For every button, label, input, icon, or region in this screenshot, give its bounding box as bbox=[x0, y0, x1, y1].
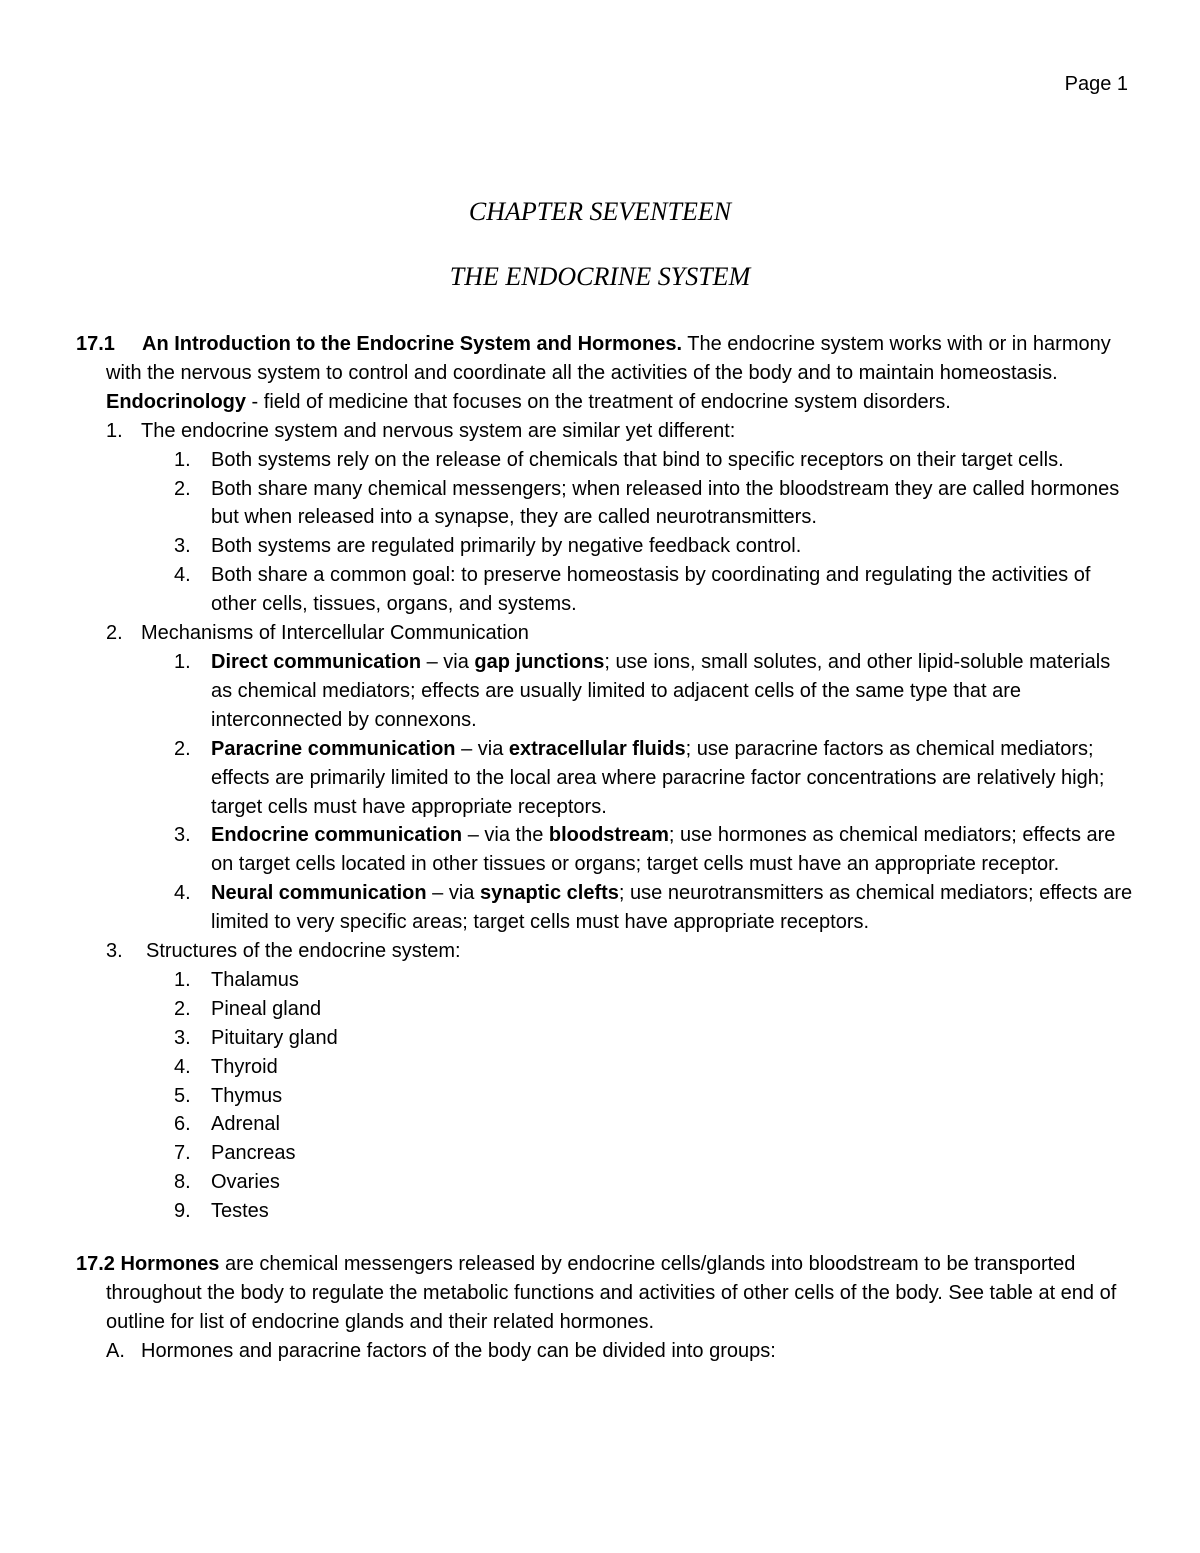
text-fragment: – via bbox=[455, 737, 509, 760]
sub-list-text: Pancreas bbox=[211, 1142, 296, 1165]
section-intro-cont: - field of medicine that focuses on the treatment of endocrine system disorders. bbox=[246, 390, 951, 413]
text-fragment: – via bbox=[421, 650, 475, 673]
sub-list-number: 1. bbox=[174, 968, 191, 991]
text-fragment: ; use hormones as chemical mediators; effects are on target cells located in other tissues or organs; target cells must have an appropriate receptor. bbox=[211, 824, 1116, 876]
chapter-subtitle: THE ENDOCRINE SYSTEM bbox=[449, 262, 751, 291]
sub-list-number: 4. bbox=[174, 564, 191, 587]
term: Direct communication bbox=[211, 650, 422, 673]
sub-list-number: 3. bbox=[174, 535, 191, 558]
sub-list-item bbox=[76, 561, 1136, 619]
sub-list-item bbox=[76, 1024, 1136, 1053]
list-text: Hormones and paracrine factors of the body can be divided into groups: bbox=[141, 1339, 776, 1362]
list-number: 2. bbox=[106, 622, 123, 645]
term: Paracrine communication bbox=[211, 737, 456, 760]
section-number: 17.2 bbox=[76, 1253, 115, 1276]
text-fragment: ; use neurotransmitters as chemical mediators; effects are limited to very specific areas; target cells must have appropriate receptors. bbox=[211, 882, 1133, 934]
sub-list-text bbox=[211, 648, 1136, 735]
list-number: 1. bbox=[106, 419, 123, 442]
sub-list-number: 1. bbox=[174, 448, 191, 471]
sub-list-text: Both share a common goal: to preserve homeostasis by coordinating and regulating the activities of other cells, tissues, organs, and systems. bbox=[211, 564, 1091, 616]
text-fragment: – via bbox=[426, 882, 480, 905]
sub-list-number: 7. bbox=[174, 1142, 191, 1165]
sub-list-text: Pineal gland bbox=[211, 997, 322, 1020]
text-fragment: ; use paracrine factors as chemical mediators; effects are primarily limited to the local area where paracrine factor concentrations are relatively high; target cells must have appropriate receptors. bbox=[211, 737, 1105, 818]
section-17-2-paragraph bbox=[76, 1250, 1136, 1337]
list-letter: A. bbox=[106, 1339, 125, 1362]
sub-list-item bbox=[76, 1082, 1136, 1111]
sub-list-item bbox=[76, 475, 1136, 533]
sub-list-item bbox=[76, 821, 1136, 879]
sub-list-item bbox=[76, 1110, 1136, 1139]
sub-list-text bbox=[211, 821, 1136, 879]
section-spacer bbox=[76, 1226, 1136, 1250]
sub-list-item bbox=[76, 879, 1136, 937]
sub-list-text bbox=[211, 879, 1136, 937]
section-17-1-paragraph bbox=[76, 330, 1136, 417]
sub-list-text: Thyroid bbox=[211, 1055, 278, 1078]
sub-list-number: 1. bbox=[174, 650, 191, 673]
term-hormones: Hormones bbox=[120, 1253, 220, 1276]
sub-list-text: Testes bbox=[211, 1200, 269, 1223]
text-fragment: ; use ions, small solutes, and other lipid-soluble materials as chemical mediators; effects are usually limited to adjacent cells of the same type that are interconnected by connexons. bbox=[211, 650, 1111, 731]
term: synaptic clefts bbox=[479, 882, 619, 905]
sub-list-item bbox=[76, 1053, 1136, 1082]
sub-list-number: 9. bbox=[174, 1200, 191, 1223]
sub-list-item bbox=[76, 648, 1136, 735]
sub-list-item bbox=[76, 995, 1136, 1024]
chapter-title: CHAPTER SEVENTEEN bbox=[468, 197, 732, 226]
sub-list-number: 3. bbox=[174, 1026, 191, 1049]
term: bloodstream bbox=[548, 824, 669, 847]
list-text: Mechanisms of Intercellular Communication bbox=[141, 622, 529, 645]
list-text: The endocrine system and nervous system are similar yet different: bbox=[141, 419, 736, 442]
sub-list-text: Thalamus bbox=[211, 968, 299, 991]
term: extracellular fluids bbox=[508, 737, 686, 760]
text-fragment: – via the bbox=[462, 824, 549, 847]
section-17-1 bbox=[76, 330, 1136, 1226]
sub-list-text: Both share many chemical messengers; when released into the bloodstream they are called hormones but when released into a synapse, they are called neurotransmitters. bbox=[211, 477, 1120, 529]
term: Endocrine communication bbox=[211, 824, 463, 847]
section-heading: An Introduction to the Endocrine System and Hormones. bbox=[142, 333, 683, 355]
sub-list-text: Pituitary gland bbox=[211, 1026, 338, 1049]
section-text: are chemical messengers released by endocrine cells/glands into bloodstream to be transported throughout the body to regulate the metabolic functions and activities of other cells of the body. See table at end of outline for list of endocrine glands and their related hormones. bbox=[106, 1253, 1117, 1333]
sub-list-item bbox=[76, 966, 1136, 995]
list-item bbox=[76, 619, 1136, 648]
sub-list-number: 2. bbox=[174, 997, 191, 1020]
list-text: Structures of the endocrine system: bbox=[146, 940, 461, 963]
sub-list-number: 4. bbox=[174, 1055, 191, 1078]
sub-list-item bbox=[76, 1197, 1136, 1226]
sub-list-item bbox=[76, 532, 1136, 561]
sub-list-number: 2. bbox=[174, 737, 191, 760]
page-number: Page 1 bbox=[1064, 73, 1128, 95]
sub-list-item bbox=[76, 1168, 1136, 1197]
list-item bbox=[76, 1337, 1136, 1366]
sub-list-number: 5. bbox=[174, 1084, 191, 1107]
term: gap junctions bbox=[474, 650, 605, 673]
sub-list-number: 2. bbox=[174, 477, 191, 500]
list-item bbox=[76, 417, 1136, 446]
sub-list-item bbox=[76, 1139, 1136, 1168]
sub-list-text: Both systems rely on the release of chemicals that bind to specific receptors on their target cells. bbox=[211, 448, 1064, 471]
term: Neural communication bbox=[211, 882, 427, 905]
term-endocrinology: Endocrinology bbox=[106, 390, 246, 413]
sub-list-number: 8. bbox=[174, 1171, 191, 1194]
sub-list-text: Adrenal bbox=[211, 1113, 280, 1136]
sub-list-number: 6. bbox=[174, 1113, 191, 1136]
sub-list-number: 4. bbox=[174, 882, 191, 905]
sub-list-text: Ovaries bbox=[211, 1171, 280, 1194]
section-17-2 bbox=[76, 1250, 1136, 1366]
list-item bbox=[76, 937, 1136, 966]
section-number: 17.1 bbox=[76, 333, 115, 355]
sub-list-text bbox=[211, 735, 1136, 822]
list-number: 3. bbox=[106, 940, 123, 963]
sub-list-text: Both systems are regulated primarily by negative feedback control. bbox=[211, 535, 802, 558]
sub-list-text: Thymus bbox=[211, 1084, 283, 1107]
sub-list-number: 3. bbox=[174, 824, 191, 847]
sub-list-item bbox=[76, 735, 1136, 822]
document-body bbox=[76, 330, 1136, 1366]
sub-list-item bbox=[76, 446, 1136, 475]
section-intro: The endocrine system works with or in harmony with the nervous system to control and coordinate all the activities of the body and to maintain homeostasis. bbox=[106, 333, 1111, 384]
